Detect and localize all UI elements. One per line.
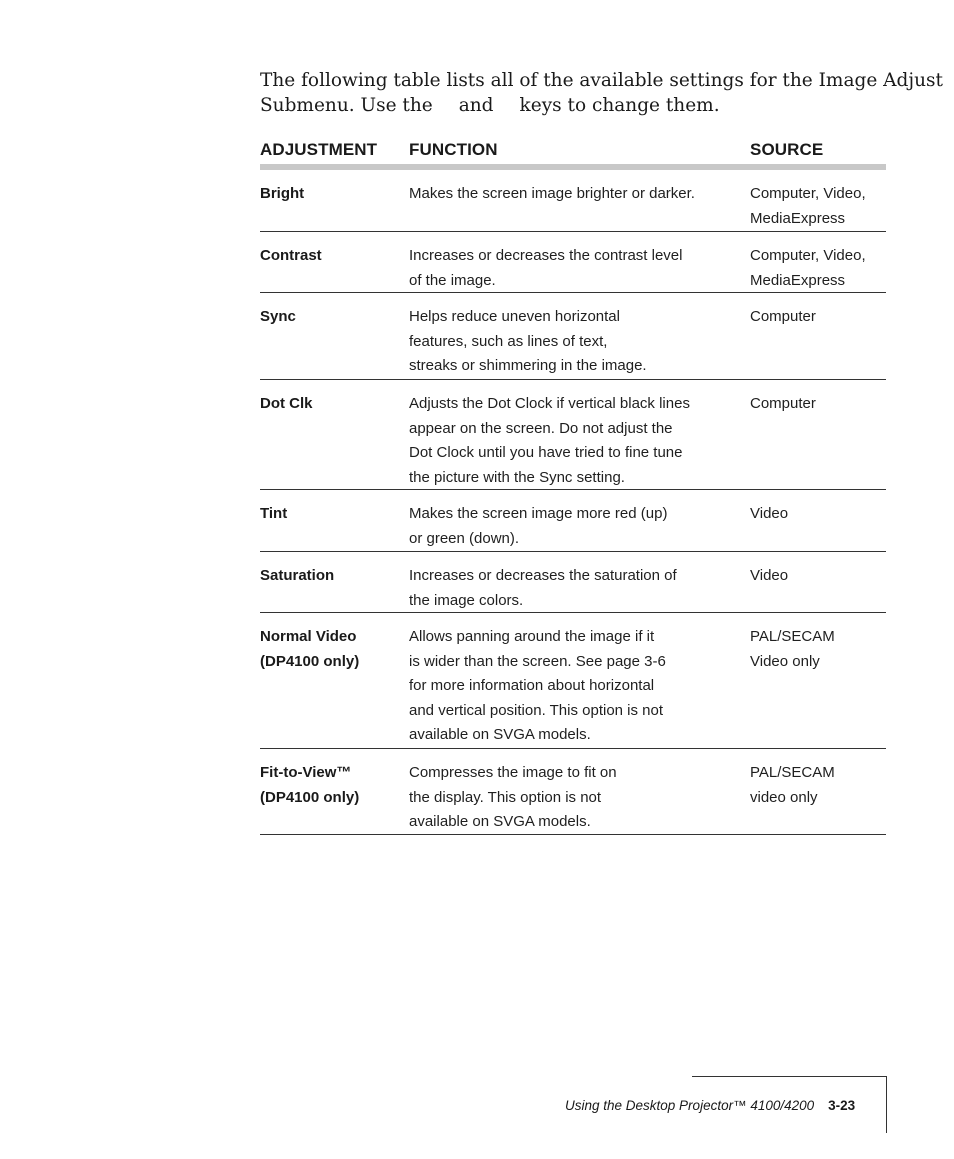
source-cell-line: PAL/SECAM: [750, 764, 835, 781]
function-cell-line: of the image.: [409, 271, 496, 289]
function-cell-line: or green (down).: [409, 529, 520, 547]
source-cell-line: Video: [750, 567, 789, 584]
source-cell: [750, 564, 886, 589]
source-cell: [750, 625, 886, 674]
source-cell-line: Video only: [750, 652, 820, 670]
source-cell: [750, 761, 886, 810]
function-cell-line: streaks or shimmering in the image.: [409, 357, 647, 375]
page-number: 3-23: [828, 1098, 856, 1113]
page-footer: [565, 1098, 855, 1113]
adjustment-cell-line: Contrast: [260, 247, 322, 264]
function-cell: [409, 625, 750, 748]
adjustment-cell: [260, 305, 409, 330]
function-cell-line: is wider than the screen. See page 3-6: [409, 652, 666, 670]
header-function: FUNCTION: [409, 140, 498, 159]
function-cell-line: Adjusts the Dot Clock if vertical black lines: [409, 395, 690, 412]
source-cell-line: MediaExpress: [750, 209, 846, 227]
function-cell-line: features, such as lines of text,: [409, 332, 608, 350]
function-cell-line: the picture with the Sync setting.: [409, 468, 625, 486]
adjustment-cell-line: Dot Clk: [260, 395, 313, 412]
function-cell: [409, 392, 750, 490]
function-cell: [409, 564, 750, 613]
adjustment-cell: [260, 625, 409, 674]
function-cell-line: Compresses the image to fit on: [409, 764, 617, 781]
adjustment-cell-line: Saturation: [260, 567, 335, 584]
intro-text-c: keys to change them.: [519, 95, 720, 116]
adjustment-cell: [260, 761, 409, 810]
adjustment-cell-line: Normal Video: [260, 628, 357, 645]
intro-text-a: Submenu. Use the: [260, 95, 433, 116]
source-cell-line: Computer: [750, 395, 816, 412]
function-cell-line: Increases or decreases the contrast level: [409, 247, 683, 264]
function-cell: [409, 182, 750, 207]
table-row: [260, 552, 886, 613]
adjustment-cell-line: Sync: [260, 308, 296, 325]
adjustment-cell-line: Tint: [260, 505, 288, 522]
function-cell-line: available on SVGA models.: [409, 813, 591, 831]
source-cell-line: PAL/SECAM: [750, 628, 835, 645]
function-cell: [409, 305, 750, 379]
source-cell: [750, 244, 886, 293]
source-cell-line: Computer, Video,: [750, 247, 866, 264]
function-cell-line: Increases or decreases the saturation of: [409, 567, 677, 584]
adjustment-cell-line: (DP4100 only): [260, 652, 360, 670]
source-cell-line: Computer: [750, 308, 816, 325]
table-row: [260, 380, 886, 490]
function-cell: [409, 502, 750, 551]
function-cell-line: Makes the screen image more red (up): [409, 505, 668, 522]
footer-title: Using the Desktop Projector™ 4100/4200: [565, 1098, 815, 1113]
function-cell-line: Makes the screen image brighter or darker.: [409, 185, 695, 202]
adjustment-cell: [260, 392, 409, 417]
source-cell-line: Computer, Video,: [750, 185, 866, 202]
function-cell: [409, 761, 750, 835]
adjustment-cell-line: (DP4100 only): [260, 788, 360, 806]
table-row: [260, 490, 886, 552]
table-row: [260, 232, 886, 293]
source-cell: [750, 502, 886, 527]
function-cell-line: Helps reduce uneven horizontal: [409, 308, 620, 325]
function-cell-line: and vertical position. This option is not: [409, 701, 664, 719]
intro-paragraph: [260, 68, 943, 118]
table-row: [260, 170, 886, 232]
intro-text-b: and: [458, 95, 494, 116]
table-row: [260, 293, 886, 380]
source-cell: [750, 182, 886, 231]
header-adjustment: ADJUSTMENT: [260, 140, 378, 159]
adjustment-cell: [260, 564, 409, 589]
header-source: SOURCE: [750, 140, 824, 159]
source-cell-line: MediaExpress: [750, 271, 846, 289]
table-row: [260, 749, 886, 835]
adjustment-cell: [260, 502, 409, 527]
function-cell-line: the image colors.: [409, 591, 524, 609]
function-cell: [409, 244, 750, 293]
source-cell: [750, 305, 886, 330]
settings-table: [260, 140, 886, 835]
footer-side-rule: [886, 1076, 887, 1133]
footer-rule: [692, 1076, 887, 1077]
function-cell-line: Allows panning around the image if it: [409, 628, 655, 645]
intro-line-1: The following table lists all of the available settings for the Image Adjust: [260, 70, 943, 91]
function-cell-line: the display. This option is not: [409, 788, 602, 806]
function-cell-line: Dot Clock until you have tried to fine tune: [409, 444, 683, 462]
adjustment-cell: [260, 182, 409, 207]
adjustment-cell-line: Bright: [260, 185, 305, 202]
table-row: [260, 613, 886, 749]
source-cell-line: video only: [750, 788, 818, 806]
intro-line-2: [260, 93, 900, 118]
source-cell-line: Video: [750, 505, 789, 522]
function-cell-line: appear on the screen. Do not adjust the: [409, 419, 673, 437]
function-cell-line: for more information about horizontal: [409, 677, 655, 695]
adjustment-cell: [260, 244, 409, 269]
source-cell: [750, 392, 886, 417]
function-cell-line: available on SVGA models.: [409, 726, 591, 744]
table-header: [260, 140, 886, 164]
adjustment-cell-line: Fit-to-View™: [260, 764, 352, 781]
table-body: [260, 170, 886, 835]
